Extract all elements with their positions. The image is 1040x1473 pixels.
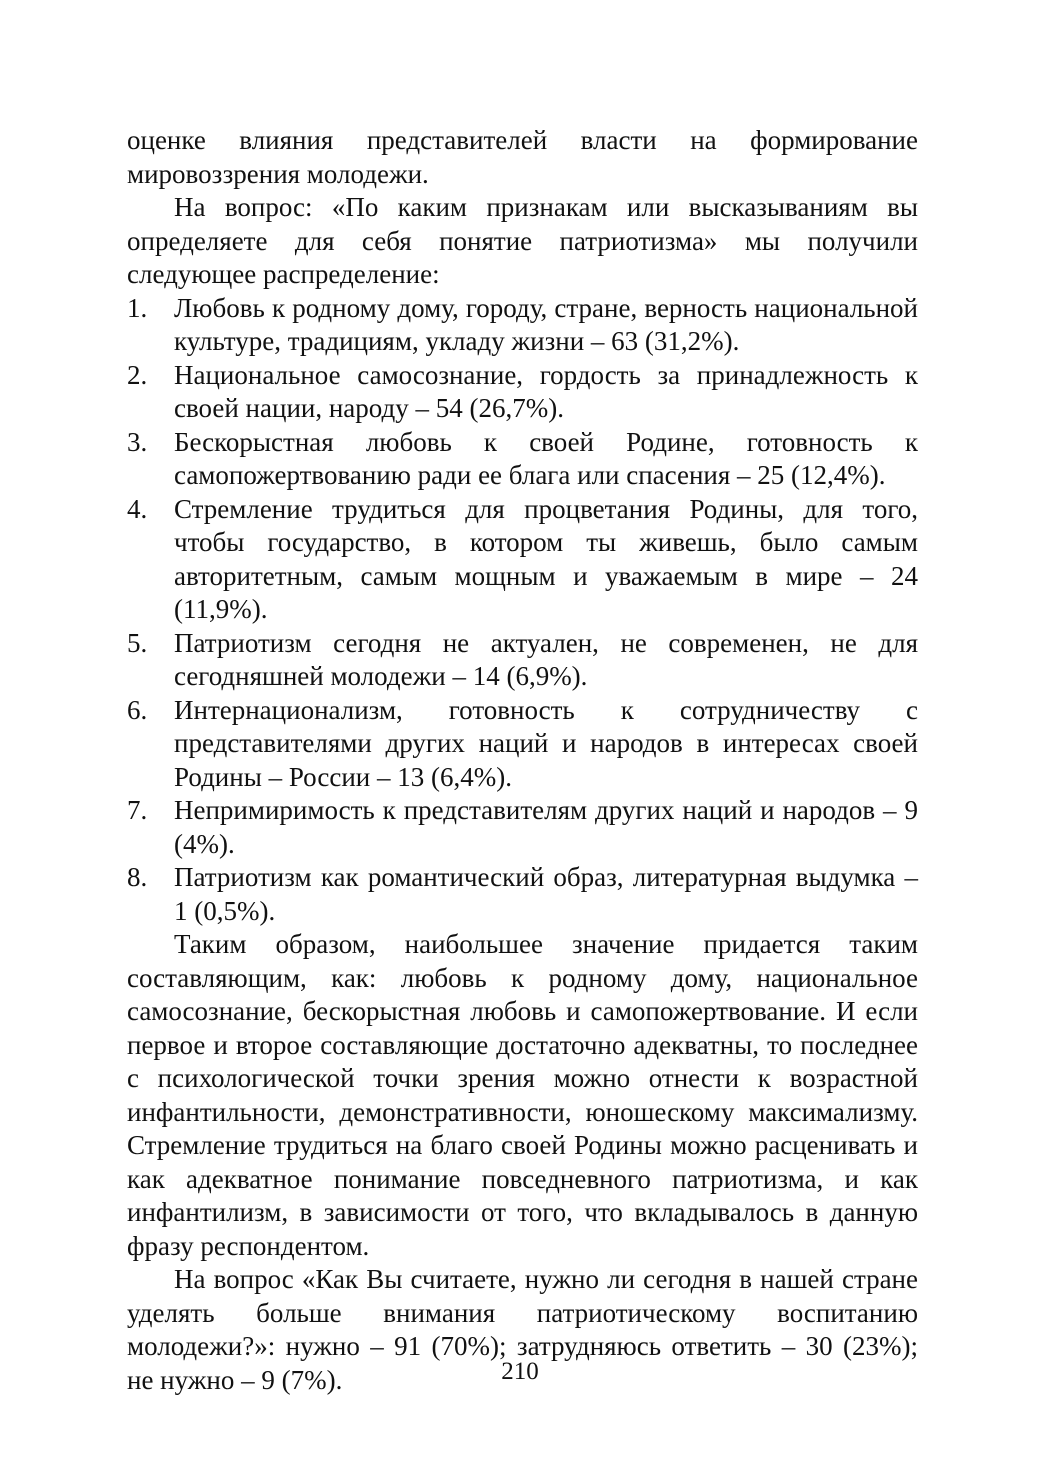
list-item-number: 8. <box>127 862 148 892</box>
list-item-number: 6. <box>127 694 148 725</box>
list-item <box>127 359 918 426</box>
list-item <box>127 493 918 627</box>
list-item-number: 2. <box>127 359 148 390</box>
answer-list <box>127 292 918 929</box>
list-item-text: Любовь к родному дому, городу, стране, верность национальной культуре, традициям, укладу жизни – 63 (31,2%). <box>174 292 918 356</box>
list-item-number: 4. <box>127 493 148 524</box>
list-item <box>127 292 918 359</box>
list-item-number: 5. <box>127 627 148 658</box>
list-item <box>127 694 918 795</box>
list-item-text: Патриотизм как романтический образ, литературная выдумка – 1 (0,5%). <box>174 862 918 926</box>
page-body <box>127 124 918 1397</box>
paragraph-conclusion: Таким образом, наибольшее значение придается таким составляющим, как: любовь к родному дому, национальное самосознание, бескорыстная любовь и самопожертвование. И если первое и второе составляющие достаточно адекватны, то последнее с психологической точки зрения можно отнести к возрастной инфантильности, демонстративности, юношескому максимализму. Стремление трудиться на благо своей Родины можно расценивать и как адекватное понимание повседневного патриотизма, и как инфантилизм, в зависимости от того, что вкладывалось в данную фразу респондентом. <box>127 929 918 1261</box>
list-item <box>127 426 918 493</box>
list-item-text: Непримиримость к представителям других наций и народов – 9 (4%). <box>174 795 918 859</box>
list-item-text: Стремление трудиться для процветания Родины, для того, чтобы государство, в котором ты живешь, было самым авторитетным, самым мощным и уважаемым в мире – 24 (11,9%). <box>174 493 918 624</box>
list-item-text: Национальное самосознание, гордость за принадлежность к своей нации, народу – 54 (26,7%). <box>174 359 918 423</box>
list-item <box>127 861 918 928</box>
list-item-number: 1. <box>127 292 148 323</box>
list-item-text: Интернационализм, готовность к сотрудничеству с представителями других наций и народов в интересах своей Родины – России – 13 (6,4%). <box>174 694 918 792</box>
page-number: 210 <box>501 1358 539 1385</box>
paragraph-second-question: На вопрос «Как Вы считаете, нужно ли сегодня в нашей стране уделять больше внимания патриотическому воспитанию молодежи?»: нужно – 91 (70%); затрудняюсь ответить – 30 (23%); не нужно – 9 (7%). <box>127 1264 918 1395</box>
list-item-number: 3. <box>127 426 148 457</box>
paragraph-continuation: оценке влияния представителей власти на формирование мировоззрения молодежи. <box>127 125 918 189</box>
list-item-text: Патриотизм сегодня не актуален, не современен, не для сегодняшней молодежи – 14 (6,9%). <box>174 627 918 691</box>
list-item <box>127 627 918 694</box>
list-item-number: 7. <box>127 795 148 825</box>
paragraph-question-intro: На вопрос: «По каким признакам или высказываниям вы определяете для себя понятие патриотизма» мы получили следующее распределение: <box>127 192 918 289</box>
list-item <box>127 794 918 861</box>
list-item-text: Бескорыстная любовь к своей Родине, готовность к самопожертвованию ради ее блага или спасения – 25 (12,4%). <box>174 426 918 490</box>
